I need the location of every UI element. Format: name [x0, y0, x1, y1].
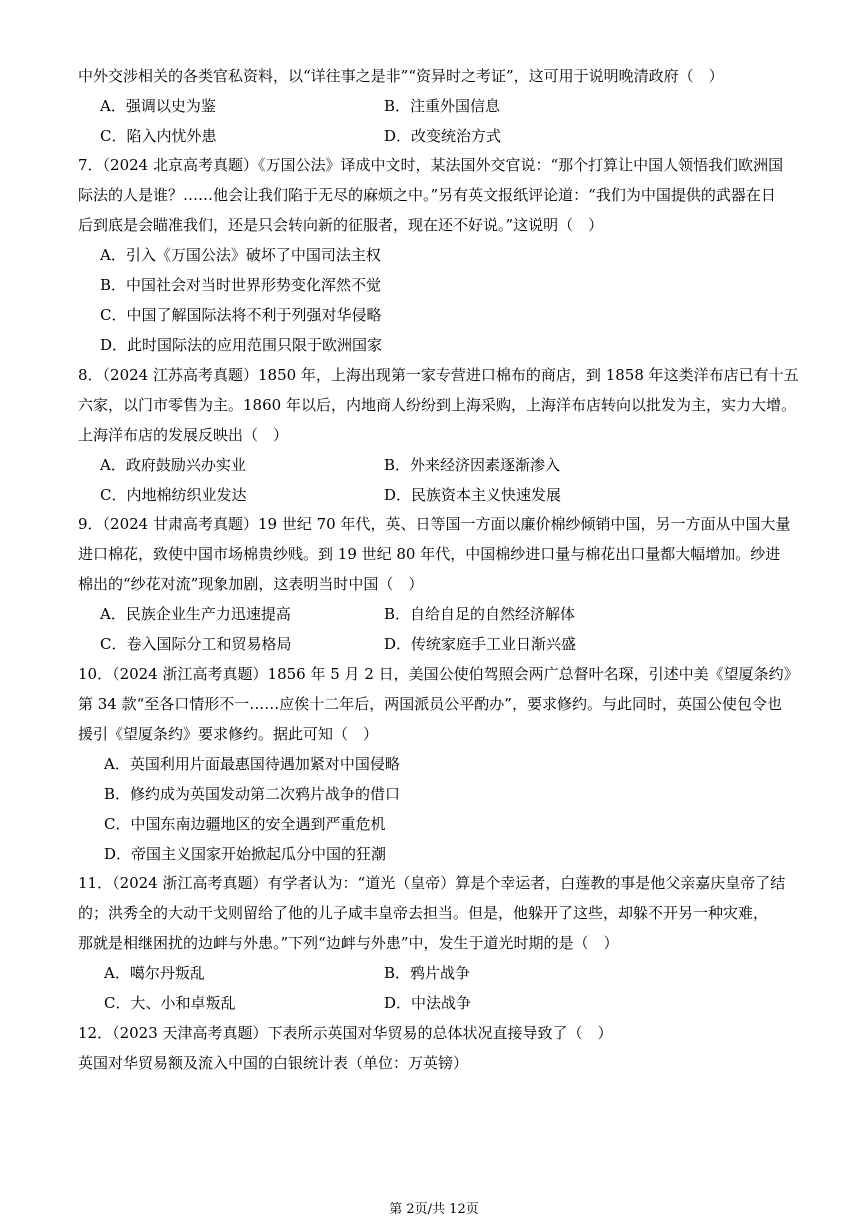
question-8-option-b: B．外来经济因素逐渐渗入: [384, 456, 561, 474]
question-10-line-3: 援引《望厦条约》要求修约。据此可知（ ）: [78, 725, 379, 743]
question-6-stem: 中外交涉相关的各类官私资料，以“详往事之是非”“资异时之考证”，这可用于说明晚清政府（ ）: [78, 67, 724, 85]
question-11-line-1: 11．（2024 浙江高考真题）有学者认为：“道光（皇帝）算是个幸运者，白莲教的事是他父亲嘉庆皇帝了结: [78, 874, 786, 892]
question-9-option-b: B．自给自足的自然经济解体: [384, 605, 576, 623]
question-6-option-c: C．陷入内忧外患: [100, 127, 217, 145]
question-9-line-3: 棉出的“纱花对流”现象加剧，这表明当时中国（ ）: [78, 575, 424, 593]
question-7-option-b: B．中国社会对当时世界形势变化浑然不觉: [100, 276, 382, 294]
question-10-line-1: 10．（2024 浙江高考真题）1856 年 5 月 2 日，美国公使伯驾照会两广总督叶名琛，引述中美《望厦条约》: [78, 665, 799, 683]
question-10-option-b: B．修约成为英国发动第二次鸦片战争的借口: [104, 785, 401, 803]
question-10-line-2: 第 34 款“至各口情形不一……应俟十二年后，两国派员公平酌办”，要求修约。与此同时，英国公使包令也: [78, 695, 782, 713]
question-11-option-a: A．噶尔丹叛乱: [104, 964, 205, 982]
question-6-option-a: A．强调以史为鉴: [100, 97, 216, 115]
question-8-line-1: 8．（2024 江苏高考真题）1850 年，上海出现第一家专营进口棉布的商店，到 1858 年这类洋布店已有十五: [78, 366, 799, 384]
question-8-line-3: 上海洋布店的发展反映出（ ）: [78, 426, 289, 444]
question-7-line-3: 后到底是会瞄准我们，还是只会转向新的征服者，现在还不好说。”这说明（ ）: [78, 216, 604, 234]
question-8-line-2: 六家，以门市零售为主。1860 年以后，内地商人纷纷到上海采购，上海洋布店转向以批发为主，实力大增。: [78, 396, 796, 414]
question-7-option-d: D．此时国际法的应用范围只限于欧洲国家: [100, 336, 383, 354]
question-12-stem: 12．（2023 天津高考真题）下表所示英国对华贸易的总体状况直接导致了（ ）: [78, 1024, 613, 1042]
question-8-option-d: D．民族资本主义快速发展: [384, 486, 562, 504]
question-11-option-c: C．大、小和卓叛乱: [104, 994, 236, 1012]
question-11-option-d: D．中法战争: [384, 994, 472, 1012]
question-9-option-d: D．传统家庭手工业日渐兴盛: [384, 635, 577, 653]
question-9-option-a: A．民族企业生产力迅速提高: [100, 605, 291, 623]
question-11-line-3: 那就是相继困扰的边衅与外患。”下列“边衅与外患”中，发生于道光时期的是（ ）: [78, 934, 619, 952]
question-8-option-a: A．政府鼓励兴办实业: [100, 456, 246, 474]
question-7-line-2: 际法的人是谁？……他会让我们陷于无尽的麻烦之中。”另有英文报纸评论道：“我们为中国提供的武器在日: [78, 186, 776, 204]
question-7-option-c: C．中国了解国际法将不利于列强对华侵略: [100, 306, 382, 324]
question-11-line-2: 的；洪秀全的大动干戈则留给了他的儿子咸丰皇帝去担当。但是，他躲开了这些，却躲不开另一种灾难，: [78, 904, 769, 922]
page-footer: 第 2页/共 12页: [389, 1202, 479, 1217]
question-10-option-c: C．中国东南边疆地区的安全遇到严重危机: [104, 815, 386, 833]
question-12-table-caption: 英国对华贸易额及流入中国的白银统计表（单位：万英镑）: [78, 1054, 469, 1072]
question-9-option-c: C．卷入国际分工和贸易格局: [100, 635, 292, 653]
question-9-line-2: 进口棉花，致使中国市场棉贵纱贱。到 19 世纪 80 年代，中国棉纱进口量与棉花出口量都大幅增加。纱进: [78, 545, 781, 563]
question-9-line-1: 9．（2024 甘肃高考真题）19 世纪 70 年代，英、日等国一方面以廉价棉纱倾销中国，另一方面从中国大量: [78, 515, 791, 533]
question-10-option-d: D．帝国主义国家开始掀起瓜分中国的狂潮: [104, 845, 387, 863]
question-6-option-b: B．注重外国信息: [384, 97, 501, 115]
question-11-option-b: B．鸦片战争: [384, 964, 471, 982]
question-7-option-a: A．引入《万国公法》破坏了中国司法主权: [100, 246, 381, 264]
question-7-line-1: 7．（2024 北京高考真题）《万国公法》译成中文时，某法国外交官说：“那个打算让中国人领悟我们欧洲国: [78, 156, 784, 174]
question-8-option-c: C．内地棉纺织业发达: [100, 486, 247, 504]
question-6-option-d: D．改变统治方式: [384, 127, 502, 145]
question-10-option-a: A．英国利用片面最惠国待遇加紧对中国侵略: [104, 755, 400, 773]
